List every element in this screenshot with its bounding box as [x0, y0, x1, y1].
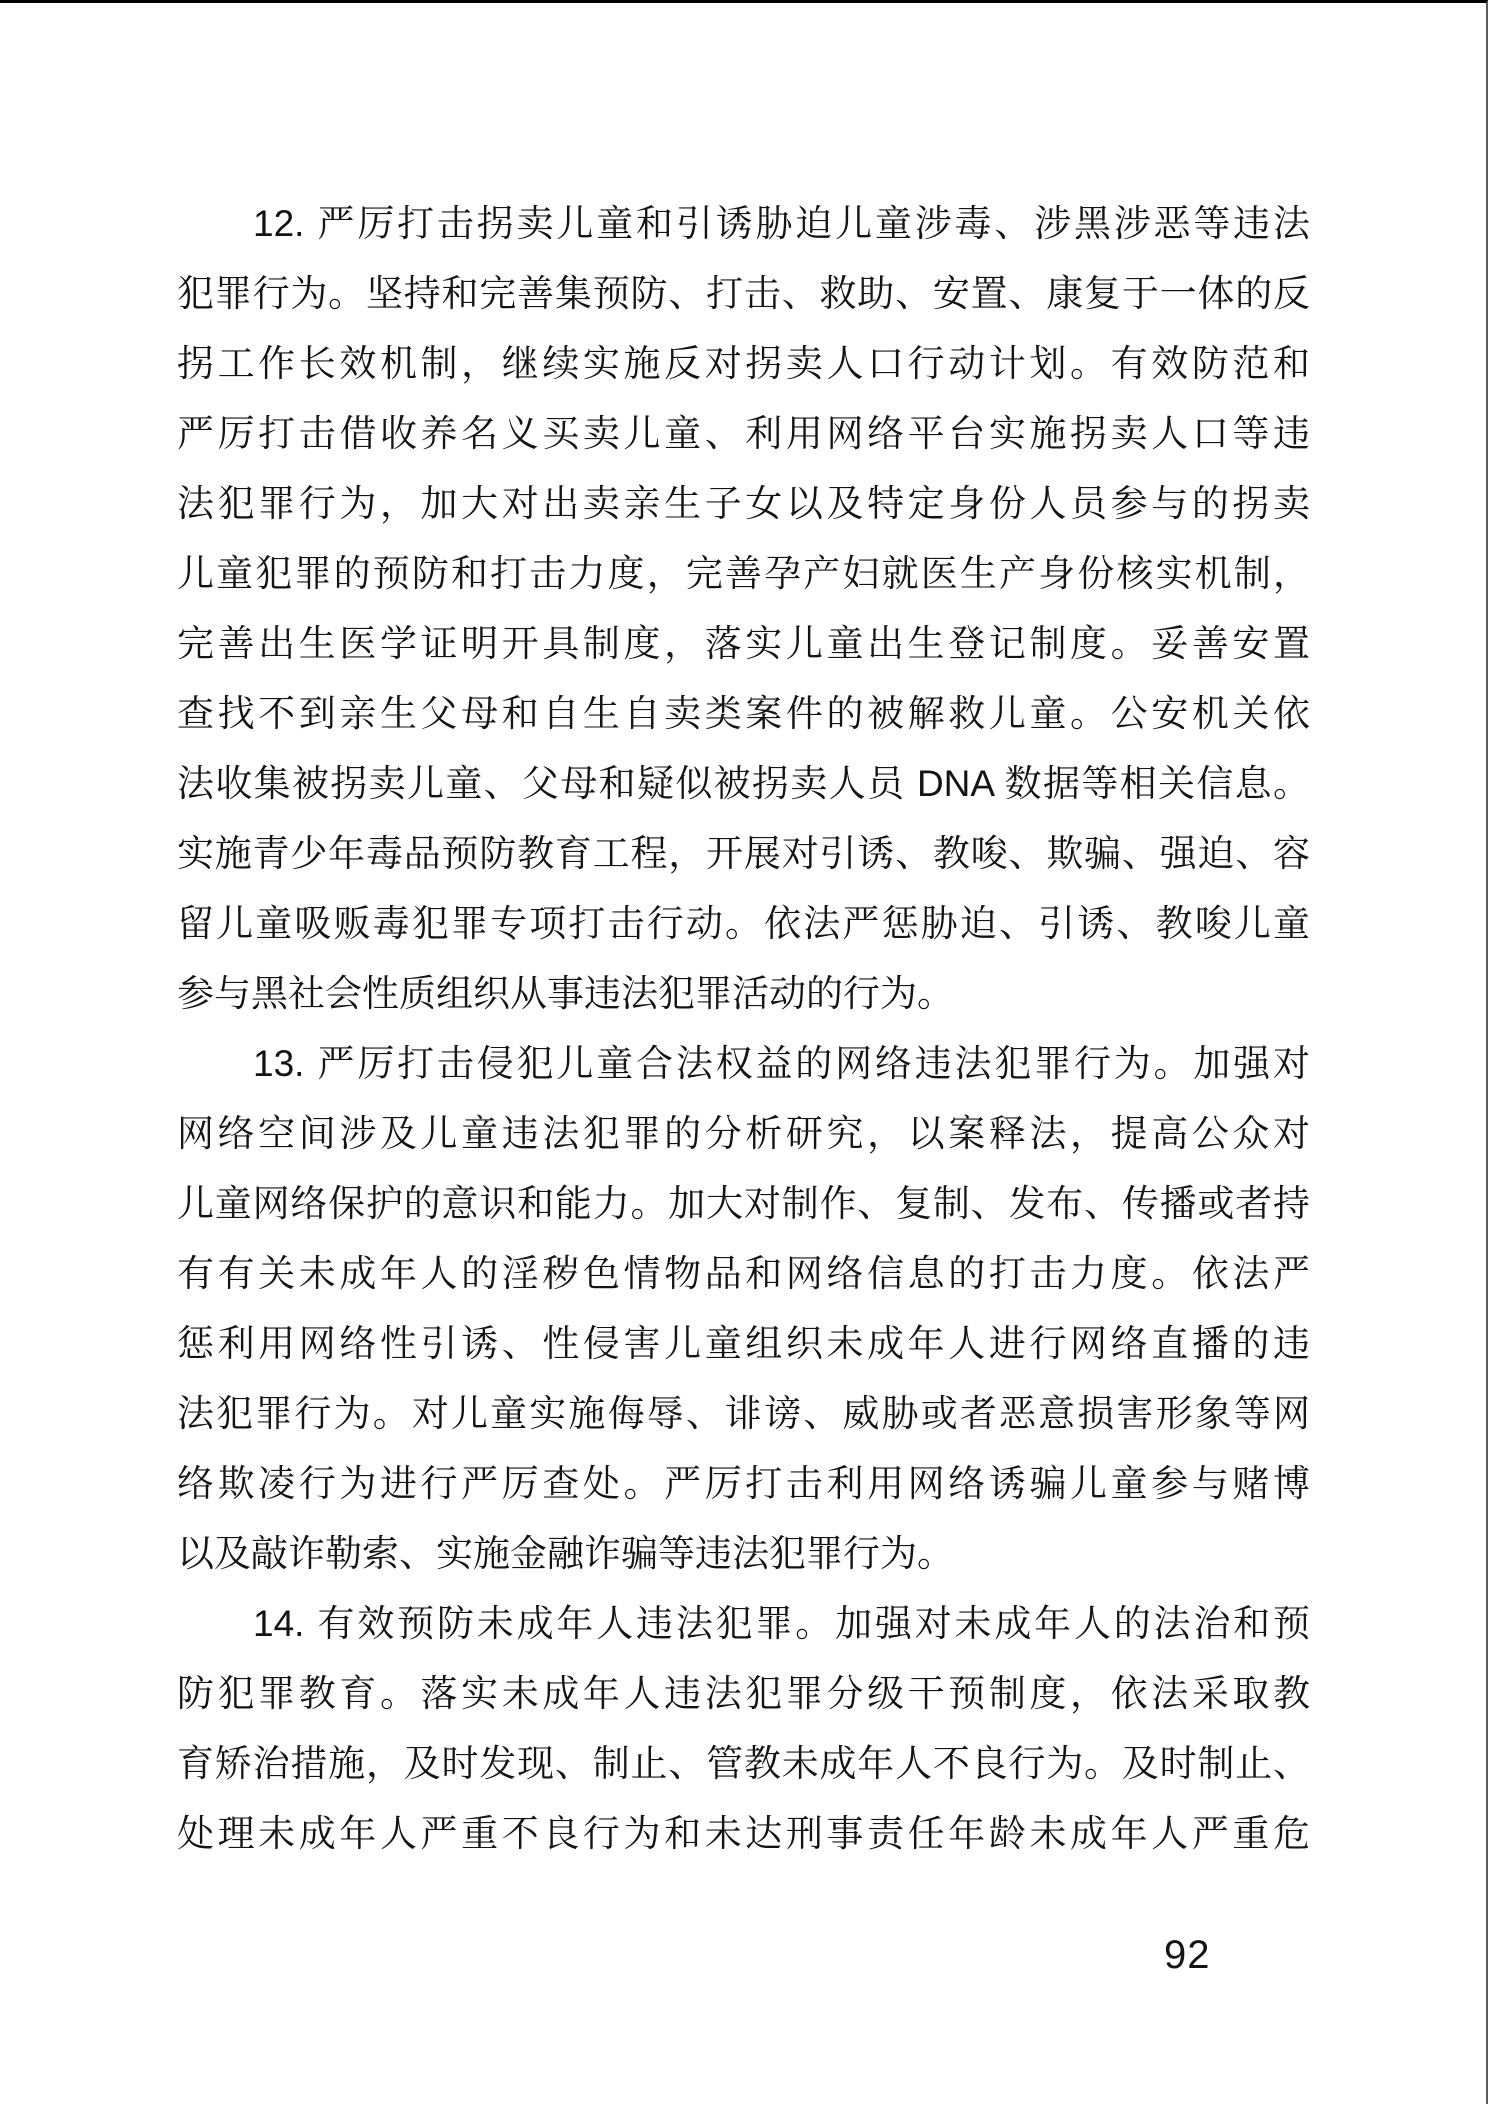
text-line: 实施青少年毒品预防教育工程，开展对引诱、教唆、欺骗、强迫、容 [177, 833, 1310, 874]
text-line: 处理未成年人严重不良行为和未达刑事责任年龄未成年人严重危 [177, 1813, 1310, 1854]
text-line: 法犯罪行为，加大对出卖亲生子女以及特定身份人员参与的拐卖 [177, 483, 1310, 524]
text-line: 防犯罪教育。落实未成年人违法犯罪分级干预制度，依法采取教 [177, 1673, 1310, 1714]
text-line: 留儿童吸贩毒犯罪专项打击行动。依法严惩胁迫、引诱、教唆儿童 [177, 903, 1310, 944]
text-line: 完善出生医学证明开具制度，落实儿童出生登记制度。妥善安置 [177, 623, 1310, 664]
text-line: 法犯罪行为。对儿童实施侮辱、诽谤、威胁或者恶意损害形象等网 [177, 1393, 1310, 1434]
text-line: 络欺凌行为进行严厉查处。严厉打击利用网络诱骗儿童参与赌博 [177, 1463, 1310, 1504]
text-line: 育矫治措施，及时发现、制止、管教未成年人不良行为。及时制止、 [177, 1743, 1310, 1784]
text-line: 拐工作长效机制，继续实施反对拐卖人口行动计划。有效防范和 [177, 343, 1310, 384]
text-line: 儿童网络保护的意识和能力。加大对制作、复制、发布、传播或者持 [177, 1183, 1310, 1224]
text-line: 有有关未成年人的淫秽色情物品和网络信息的打击力度。依法严 [177, 1253, 1310, 1294]
page-number: 92 [1164, 1933, 1211, 1977]
document-body [177, 189, 1310, 1869]
text-line: 网络空间涉及儿童违法犯罪的分析研究，以案释法，提高公众对 [177, 1113, 1310, 1154]
text-line: 12. 严厉打击拐卖儿童和引诱胁迫儿童涉毒、涉黑涉恶等违法 [253, 203, 1310, 244]
text-line: 犯罪行为。坚持和完善集预防、打击、救助、安置、康复于一体的反 [177, 273, 1310, 314]
text-line: 法收集被拐卖儿童、父母和疑似被拐卖人员 DNA 数据等相关信息。 [177, 763, 1310, 804]
text-line: 14. 有效预防未成年人违法犯罪。加强对未成年人的法治和预 [253, 1603, 1310, 1644]
text-line: 儿童犯罪的预防和打击力度，完善孕产妇就医生产身份核实机制， [177, 553, 1310, 594]
text-line: 参与黑社会性质组织从事违法犯罪活动的行为。 [177, 973, 954, 1014]
text-line: 查找不到亲生父母和自生自卖类案件的被解救儿童。公安机关依 [177, 693, 1310, 734]
text-line: 13. 严厉打击侵犯儿童合法权益的网络违法犯罪行为。加强对 [253, 1043, 1310, 1084]
text-line: 以及敲诈勒索、实施金融诈骗等违法犯罪行为。 [177, 1533, 954, 1574]
text-line: 惩利用网络性引诱、性侵害儿童组织未成年人进行网络直播的违 [177, 1323, 1310, 1364]
text-line: 严厉打击借收养名义买卖儿童、利用网络平台实施拐卖人口等违 [177, 413, 1310, 454]
